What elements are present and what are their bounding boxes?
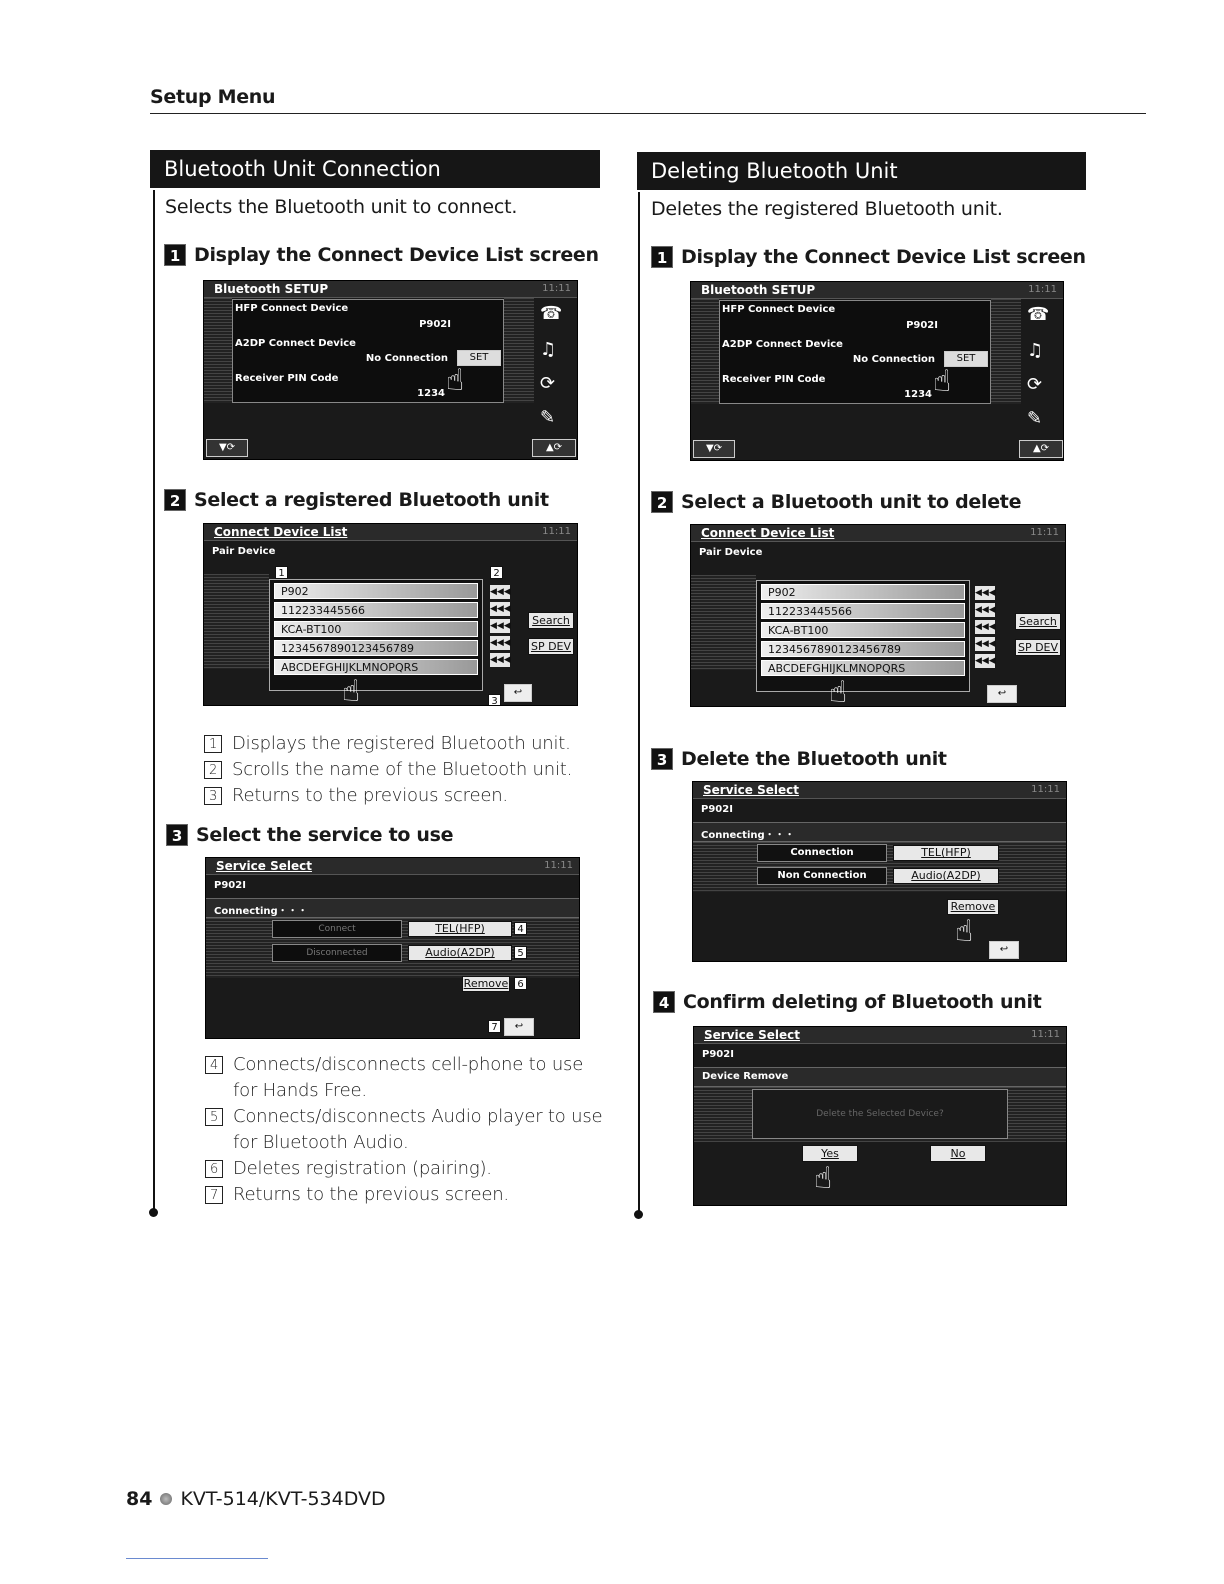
callout-2: 2: [490, 566, 503, 579]
status-bar: [206, 898, 580, 918]
scroll-up-button[interactable]: ▲⟳: [1019, 440, 1063, 458]
step-title: Select the service to use: [196, 824, 454, 846]
pin-value[interactable]: 1234: [904, 389, 932, 400]
step-number: 3: [651, 748, 673, 770]
a2dp-label: A2DP Connect Device: [235, 338, 356, 349]
step-title: Delete the Bluetooth unit: [681, 748, 947, 770]
right-step-3: [651, 748, 947, 770]
step-number: 3: [166, 824, 188, 846]
note-item: [205, 1156, 605, 1182]
note-text: Connects/disconnects cell-phone to use for Hands Free.: [233, 1054, 584, 1101]
pin-label: Receiver PIN Code: [235, 373, 339, 384]
return-button[interactable]: ↩: [504, 1018, 534, 1036]
pair-device-label: Pair Device: [212, 546, 276, 557]
device-list: [756, 580, 970, 692]
hfp-state: Connection: [757, 844, 887, 862]
right-flow-line: [638, 192, 640, 1214]
device-remove-status: Device Remove: [702, 1071, 789, 1082]
confirm-remove-screen: [693, 1026, 1067, 1206]
scroll-down-button[interactable]: ▼⟳: [206, 439, 248, 457]
audio-a2dp-button[interactable]: Audio(A2DP): [893, 868, 999, 884]
left-step-3: [166, 824, 453, 846]
screen-title: Connect Device List: [701, 526, 835, 540]
bluetooth-setup-screen-left: [203, 280, 578, 460]
header-divider: [150, 113, 1146, 114]
pointing-hand-icon: ☝: [829, 675, 848, 707]
connect-device-list-screen-left: [203, 523, 578, 706]
left-flow-end-dot: [149, 1208, 158, 1217]
notes-list-a: [204, 731, 572, 809]
page-header-title: Setup Menu: [150, 86, 276, 108]
return-button[interactable]: ↩: [504, 684, 532, 702]
connect-device-list-screen-right: [690, 524, 1066, 707]
screen-title: Connect Device List: [214, 525, 348, 539]
note-item: [204, 731, 572, 757]
callout-7: 7: [488, 1020, 501, 1033]
device-row[interactable]: ABCDEFGHIJKLMNOPQRS: [761, 660, 965, 676]
yes-button[interactable]: Yes: [802, 1145, 858, 1162]
left-step-1: [164, 244, 599, 266]
remove-button[interactable]: Remove: [463, 977, 509, 990]
remove-button[interactable]: Remove: [947, 899, 999, 915]
callout-1: 1: [275, 566, 288, 579]
step-number: 2: [164, 489, 186, 511]
scroll-name-button[interactable]: ◀◀◀: [975, 588, 996, 598]
hfp-value[interactable]: P902I: [906, 320, 938, 331]
scroll-up-button[interactable]: ▲⟳: [532, 439, 576, 457]
note-text: Displays the registered Bluetooth unit.: [232, 733, 571, 754]
stripe-decoration: [204, 298, 232, 403]
screen-title: Service Select: [704, 1028, 800, 1042]
note-text: Returns to the previous screen.: [232, 785, 508, 806]
scroll-buttons: [490, 582, 512, 670]
screen-title-bar: [693, 782, 1066, 799]
scroll-name-button[interactable]: ◀◀◀: [975, 656, 996, 666]
screen-clock: 11:11: [1028, 284, 1057, 295]
stripe-decoration: [991, 299, 1021, 404]
note-item: [204, 783, 572, 809]
note-text: Scrolls the name of the Bluetooth unit.: [232, 759, 573, 780]
phone-settings-icon[interactable]: ☎: [540, 303, 563, 324]
callout-5: 5: [514, 946, 527, 959]
stripe-decoration: [691, 299, 719, 404]
no-button[interactable]: No: [930, 1145, 986, 1162]
note-text: Connects/disconnects Audio player to use for Bluetooth Audio.: [233, 1106, 603, 1153]
hfp-label: HFP Connect Device: [235, 303, 349, 314]
note-number: 7: [205, 1186, 223, 1204]
hfp-label: HFP Connect Device: [722, 304, 836, 315]
return-button[interactable]: ↩: [987, 685, 1017, 703]
screen-title-bar: [204, 281, 577, 298]
scroll-name-button[interactable]: ◀◀◀: [975, 605, 996, 615]
confirm-message: Delete the Selected Device?: [752, 1089, 1008, 1139]
screen-clock: 11:11: [1030, 527, 1059, 538]
screen-clock: 11:11: [542, 283, 571, 294]
device-row[interactable]: P902: [274, 583, 478, 599]
note-item: [205, 1182, 605, 1208]
stripe-decoration: [504, 298, 534, 403]
step-number: 2: [651, 491, 673, 513]
device-row[interactable]: 1234567890123456789: [761, 641, 965, 657]
return-button[interactable]: ↩: [989, 941, 1019, 959]
model-name: KVT-514/KVT-534DVD: [180, 1488, 386, 1510]
stripe-decoration: [691, 575, 756, 670]
scroll-name-button[interactable]: ◀◀◀: [975, 622, 996, 632]
music-settings-icon[interactable]: ♫: [540, 339, 557, 360]
device-name: P902I: [701, 804, 733, 815]
footer-link-rule: [126, 1558, 268, 1559]
note-number: 4: [205, 1056, 223, 1074]
note-text: Returns to the previous screen.: [233, 1184, 509, 1205]
screen-clock: 11:11: [542, 526, 571, 537]
scroll-name-button[interactable]: ◀◀◀: [490, 638, 511, 648]
callout-3: 3: [488, 694, 501, 706]
screen-clock: 11:11: [1031, 784, 1060, 795]
notes-list-b: [205, 1052, 605, 1208]
device-row[interactable]: P902: [761, 584, 965, 600]
note-number: 5: [205, 1108, 223, 1126]
right-intro: Deletes the registered Bluetooth unit.: [651, 198, 1003, 220]
device-row[interactable]: KCA-BT100: [761, 622, 965, 638]
device-name: P902I: [214, 880, 246, 891]
note-text: Deletes registration (pairing).: [233, 1158, 492, 1179]
pin-label: Receiver PIN Code: [722, 374, 826, 385]
step-title: Display the Connect Device List screen: [681, 246, 1086, 268]
pointing-hand-icon: ☝: [446, 363, 465, 398]
search-button[interactable]: Search: [528, 612, 574, 629]
step-number: 1: [651, 246, 673, 268]
screen-title: Bluetooth SETUP: [214, 282, 329, 296]
scroll-name-button[interactable]: ◀◀◀: [490, 655, 511, 665]
set-button[interactable]: SET: [944, 351, 988, 367]
bluetooth-setup-screen-right: [690, 281, 1064, 461]
device-row[interactable]: ABCDEFGHIJKLMNOPQRS: [274, 659, 478, 675]
left-flow-line: [153, 190, 155, 1212]
screen-clock: 11:11: [544, 860, 573, 871]
sp-dev-button[interactable]: SP DEV: [1015, 639, 1061, 656]
a2dp-value[interactable]: No Connection: [852, 354, 935, 365]
step-title: Select a Bluetooth unit to delete: [681, 491, 1022, 513]
right-step-1: [651, 246, 1086, 268]
note-item: [205, 1104, 605, 1156]
scroll-name-button[interactable]: ◀◀◀: [490, 587, 511, 597]
tool-icon[interactable]: ✎: [1027, 408, 1043, 429]
a2dp-value[interactable]: No Connection: [365, 353, 448, 364]
hfp-value[interactable]: P902I: [419, 319, 451, 330]
screen-title-bar: [206, 858, 579, 875]
screen-title: Service Select: [703, 783, 799, 797]
stripe-decoration: [204, 574, 269, 669]
device-row[interactable]: 1234567890123456789: [274, 640, 478, 656]
service-select-screen-left: [205, 857, 580, 1039]
device-name: P902I: [702, 1049, 734, 1060]
a2dp-state: Disconnected: [272, 944, 402, 962]
device-row[interactable]: KCA-BT100: [274, 621, 478, 637]
device-row[interactable]: 112233445566: [761, 603, 965, 619]
note-number: 6: [205, 1160, 223, 1178]
right-section-title: Deleting Bluetooth Unit: [637, 152, 1086, 190]
phone-settings-icon[interactable]: ☎: [1027, 304, 1050, 325]
left-intro: Selects the Bluetooth unit to connect.: [165, 196, 518, 218]
connection-status: Connecting・・・: [701, 830, 795, 841]
left-step-2: [164, 489, 549, 511]
device-row[interactable]: 112233445566: [274, 602, 478, 618]
screen-title-bar: [694, 1027, 1066, 1044]
callout-4: 4: [514, 922, 527, 935]
connection-status: Connecting・・・: [214, 906, 308, 917]
footer-bullet-icon: [160, 1493, 172, 1505]
scroll-name-button[interactable]: ◀◀◀: [490, 621, 511, 631]
scroll-name-button[interactable]: ◀◀◀: [975, 639, 996, 649]
page-footer: [126, 1488, 386, 1510]
note-number: 1: [204, 735, 222, 753]
pointing-hand-icon: ☝: [814, 1161, 833, 1196]
sync-icon[interactable]: ⟳: [1027, 374, 1043, 395]
step-number: 1: [164, 244, 186, 266]
tel-hfp-button[interactable]: TEL(HFP): [893, 845, 999, 861]
step-title: Confirm deleting of Bluetooth unit: [683, 991, 1042, 1013]
tool-icon[interactable]: ✎: [540, 407, 556, 428]
callout-6: 6: [514, 977, 527, 990]
screen-title: Service Select: [216, 859, 312, 873]
audio-a2dp-button[interactable]: Audio(A2DP): [408, 945, 512, 961]
pointing-hand-icon: ☝: [955, 914, 974, 949]
right-step-4: [653, 991, 1042, 1013]
sp-dev-button[interactable]: SP DEV: [528, 638, 574, 655]
note-item: [204, 757, 572, 783]
step-number: 4: [653, 991, 675, 1013]
note-item: [205, 1052, 605, 1104]
screen-title-bar: [204, 524, 577, 541]
step-title: Display the Connect Device List screen: [194, 244, 599, 266]
pointing-hand-icon: ☝: [933, 364, 952, 399]
sync-icon[interactable]: ⟳: [540, 373, 556, 394]
step-title: Select a registered Bluetooth unit: [194, 489, 549, 511]
service-select-screen-right: [692, 781, 1067, 962]
screen-title-bar: [691, 282, 1063, 299]
right-step-2: [651, 491, 1021, 513]
scroll-down-button[interactable]: ▼⟳: [693, 440, 735, 458]
music-settings-icon[interactable]: ♫: [1027, 340, 1044, 361]
pointing-hand-icon: ☝: [342, 674, 361, 706]
status-bar: [693, 822, 1067, 842]
right-flow-end-dot: [634, 1210, 643, 1219]
screen-title: Bluetooth SETUP: [701, 283, 816, 297]
pair-device-label: Pair Device: [699, 547, 763, 558]
hfp-state: Connect: [272, 920, 402, 938]
tel-hfp-button[interactable]: TEL(HFP): [408, 921, 512, 937]
a2dp-label: A2DP Connect Device: [722, 339, 843, 350]
note-number: 3: [204, 787, 222, 805]
device-list: [269, 579, 483, 691]
search-button[interactable]: Search: [1015, 613, 1061, 630]
status-bar: [694, 1067, 1067, 1087]
pin-value[interactable]: 1234: [417, 388, 445, 399]
scroll-buttons: [975, 583, 997, 671]
screen-clock: 11:11: [1031, 1029, 1060, 1040]
page-number: 84: [126, 1488, 153, 1510]
scroll-name-button[interactable]: ◀◀◀: [490, 604, 511, 614]
screen-title-bar: [691, 525, 1065, 542]
set-button[interactable]: SET: [457, 350, 501, 366]
a2dp-state: Non Connection: [757, 867, 887, 885]
note-number: 2: [204, 761, 222, 779]
left-section-title: Bluetooth Unit Connection: [150, 150, 600, 188]
